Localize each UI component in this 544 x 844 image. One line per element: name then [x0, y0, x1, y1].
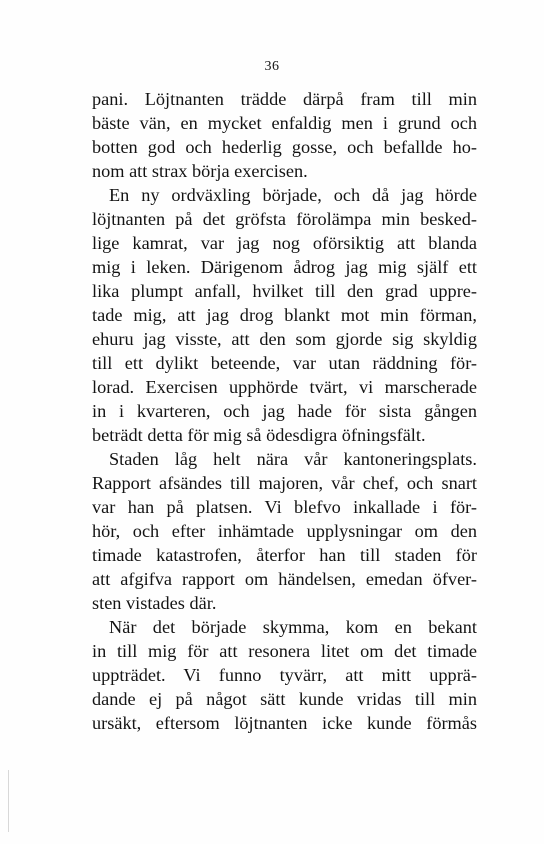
text-line: ehuru jag visste, att den som gjorde sig skyldig	[92, 329, 477, 349]
text-line: beträdt detta för mig så ödesdigra öfningsfält.	[92, 425, 426, 445]
text-line: pani. Löjtnanten trädde därpå fram till min	[92, 89, 477, 109]
text-line: till ett dylikt beteende, var utan räddning för-	[92, 353, 477, 373]
text-line: nom att strax börja exercisen.	[92, 161, 308, 181]
body-text	[92, 87, 477, 735]
text-line: löjtnanten på det gröfsta förolämpa min besked-	[92, 209, 477, 229]
text-line: lika plumpt anfall, hvilket till den grad uppre-	[92, 281, 477, 301]
text-line: var han på platsen. Vi blefvo inkallade i för-	[92, 497, 477, 517]
text-line: lige kamrat, var jag nog oförsiktig att blanda	[92, 233, 477, 253]
paragraph-start-line: En ny ordväxling började, och då jag hörde	[109, 185, 477, 205]
page-number: 36	[264, 59, 280, 74]
text-line: sten vistades där.	[92, 593, 217, 613]
text-line: in i kvarteren, och jag hade för sista gången	[92, 401, 477, 421]
text-line: lorad. Exercisen upphörde tvärt, vi marscherade	[92, 377, 477, 397]
scan-edge-mark	[8, 770, 9, 832]
text-line: Rapport afsändes till majoren, vår chef, och snart	[92, 473, 477, 493]
text-line: timade katastrofen, återfor han till staden för	[92, 545, 477, 565]
text-line: mig i leken. Därigenom ådrog jag mig själf ett	[92, 257, 477, 277]
text-line: botten god och hederlig gosse, och befallde ho-	[92, 137, 477, 157]
text-line: ursäkt, eftersom löjtnanten icke kunde förmås	[92, 713, 477, 733]
text-line: tade mig, att jag drog blankt mot min förman,	[92, 305, 477, 325]
text-line: uppträdet. Vi funno tyvärr, att mitt upprä-	[92, 665, 477, 685]
text-line: bäste vän, en mycket enfaldig men i grund och	[92, 113, 477, 133]
text-line: hör, och efter inhämtade upplysningar om den	[92, 521, 477, 541]
paragraph-start-line: När det började skymma, kom en bekant	[109, 617, 477, 637]
paragraph-start-line: Staden låg helt nära vår kantoneringsplats.	[109, 449, 477, 469]
text-line: att afgifva rapport om händelsen, emedan öfver-	[92, 569, 477, 589]
text-line: in till mig för att resonera litet om det timade	[92, 641, 477, 661]
text-line: dande ej på något sätt kunde vridas till min	[92, 689, 477, 709]
